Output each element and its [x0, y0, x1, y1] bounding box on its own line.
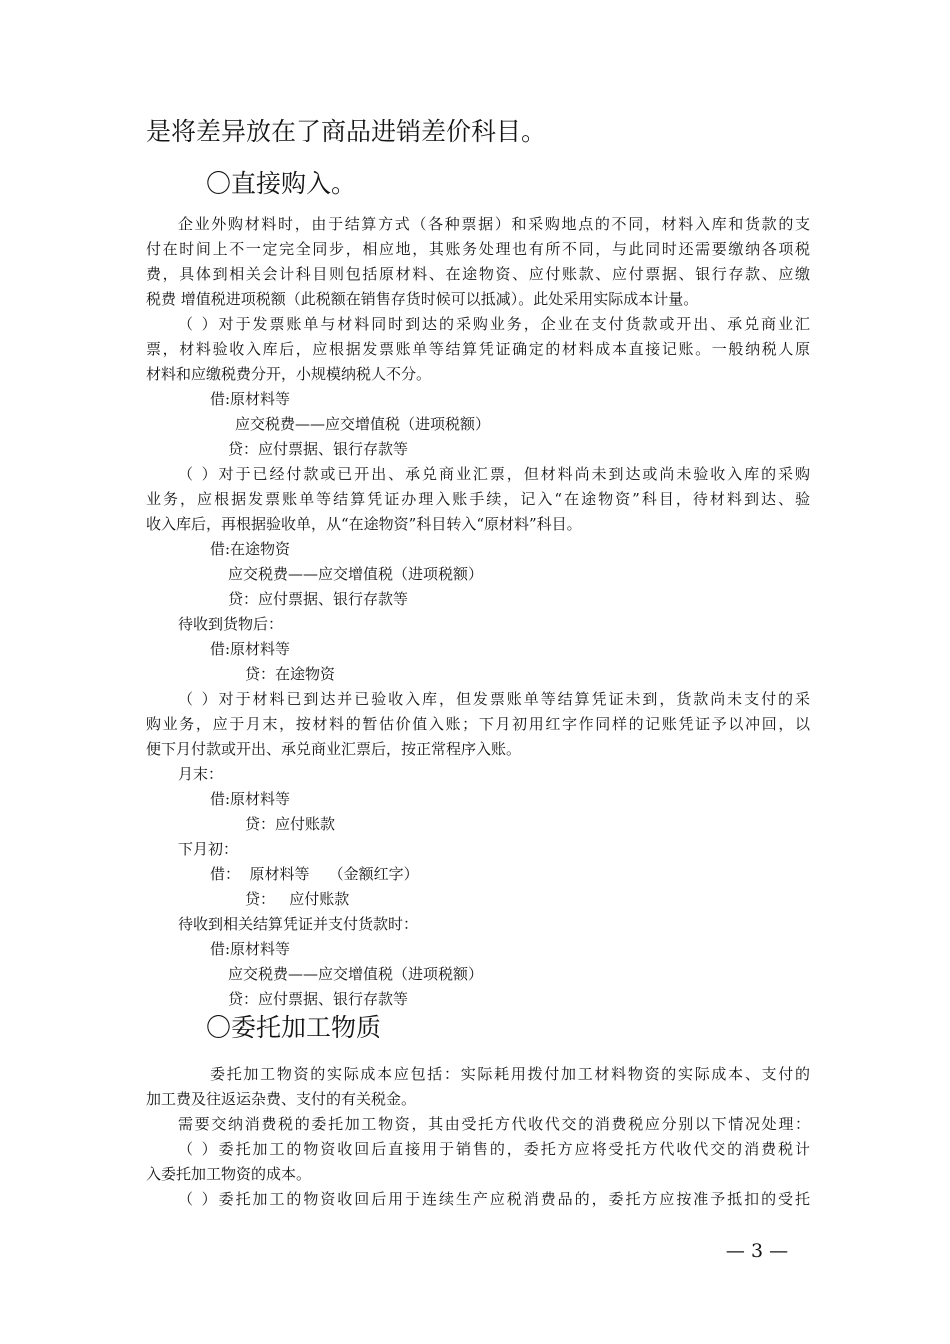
paragraph-line: 业务，应根据发票账单等结算凭证办理入账手续，记入“在途物资”科目，待材料到达、验	[146, 490, 810, 508]
paragraph-line: 税费 增值税进项税额（此税额在销售存货时候可以抵减）。此处采用实际成本计量。	[146, 290, 699, 308]
section-heading-entrusted-processing: 〇委托加工物质	[206, 1013, 382, 1042]
paragraph-line: 材料和应缴税费分开，小规模纳税人不分。	[146, 365, 432, 383]
journal-debit: 借:原材料等	[210, 390, 291, 408]
journal-credit: 贷：在途物资	[245, 665, 336, 683]
paragraph-line: （ ）委托加工的物资收回后直接用于销售的，委托方应将受托方代收代交的消费税计	[178, 1140, 810, 1158]
paragraph-line: 便下月付款或开出、承兑商业汇票后，按正常程序入账。	[146, 740, 522, 758]
journal-credit: 贷：应付票据、银行存款等	[228, 590, 409, 608]
journal-debit: 借:原材料等	[210, 790, 291, 808]
journal-debit-line: 应交税费——应交增值税（进项税额）	[228, 565, 484, 583]
journal-debit: 借:原材料等	[210, 640, 291, 658]
paragraph-line: 企业外购材料时，由于结算方式（各种票据）和采购地点的不同，材料入库和货款的支	[178, 215, 810, 233]
paragraph-line: 购业务，应于月末，按材料的暂估价值入账；下月初用红字作同样的记账凭证予以冲回，以	[146, 715, 810, 733]
paragraph-line: （ ）对于已经付款或已开出、承兑商业汇票，但材料尚未到达或尚未验收入库的采购	[178, 465, 810, 483]
journal-credit: 贷：应付账款	[245, 815, 336, 833]
journal-credit: 贷：应付票据、银行存款等	[228, 990, 409, 1008]
journal-debit: 借:在途物资	[210, 540, 291, 558]
paragraph-line: （ ）对于发票账单与材料同时到达的采购业务，企业在支付货款或开出、承兑商业汇	[178, 315, 810, 333]
paragraph-line: 下月初：	[178, 840, 239, 858]
paragraph-line: 需要交纳消费税的委托加工物资，其由受托方代收代交的消费税应分别以下情况处理：	[178, 1115, 810, 1133]
paragraph-line: 入委托加工物资的成本。	[146, 1165, 312, 1183]
paragraph-line: 票，材料验收入库后，应根据发票账单等结算凭证确定的材料成本直接记账。一般纳税人原	[146, 340, 810, 358]
paragraph-line: 收入库后，再根据验收单，从“在途物资”科目转入“原材料”科目。	[146, 515, 582, 533]
continuation-line: 是将差异放在了商品进销差价科目。	[146, 117, 547, 146]
paragraph-line: 加工费及往返运杂费、支付的有关税金。	[146, 1090, 417, 1108]
paragraph-line: 付在时间上不一定完全同步，相应地，其账务处理也有所不同，与此同时还需要缴纳各项税	[146, 240, 810, 258]
page-number: — 3 —	[725, 1240, 789, 1262]
journal-credit: 贷：应付票据、银行存款等	[228, 440, 409, 458]
paragraph-line: 月末：	[178, 765, 224, 783]
paragraph-line: （ ）对于材料已到达并已验收入库，但发票账单等结算凭证未到，货款尚未支付的采	[178, 690, 810, 708]
paragraph-line: 费，具体到相关会计科目则包括原材料、在途物资、应付账款、应付票据、银行存款、应缴	[146, 265, 810, 283]
journal-debit: 借： 原材料等 （金额红字）	[210, 865, 419, 883]
journal-debit: 借:原材料等	[210, 940, 291, 958]
paragraph-line: 待收到相关结算凭证并支付货款时：	[178, 915, 419, 933]
journal-debit-line: 应交税费——应交增值税（进项税额）	[228, 965, 484, 983]
paragraph-line: （ ）委托加工的物资收回后用于连续生产应税消费品的，委托方应按准予抵扣的受托	[178, 1190, 810, 1208]
journal-debit-line: 应交税费——应交增值税（进项税额）	[235, 415, 491, 433]
journal-credit: 贷： 应付账款	[245, 890, 350, 908]
section-heading-direct-purchase: 〇直接购入。	[206, 169, 357, 198]
paragraph-line: 待收到货物后：	[178, 615, 284, 633]
paragraph-line: 委托加工物资的实际成本应包括：实际耗用拨付加工材料物资的实际成本、支付的	[210, 1065, 810, 1083]
